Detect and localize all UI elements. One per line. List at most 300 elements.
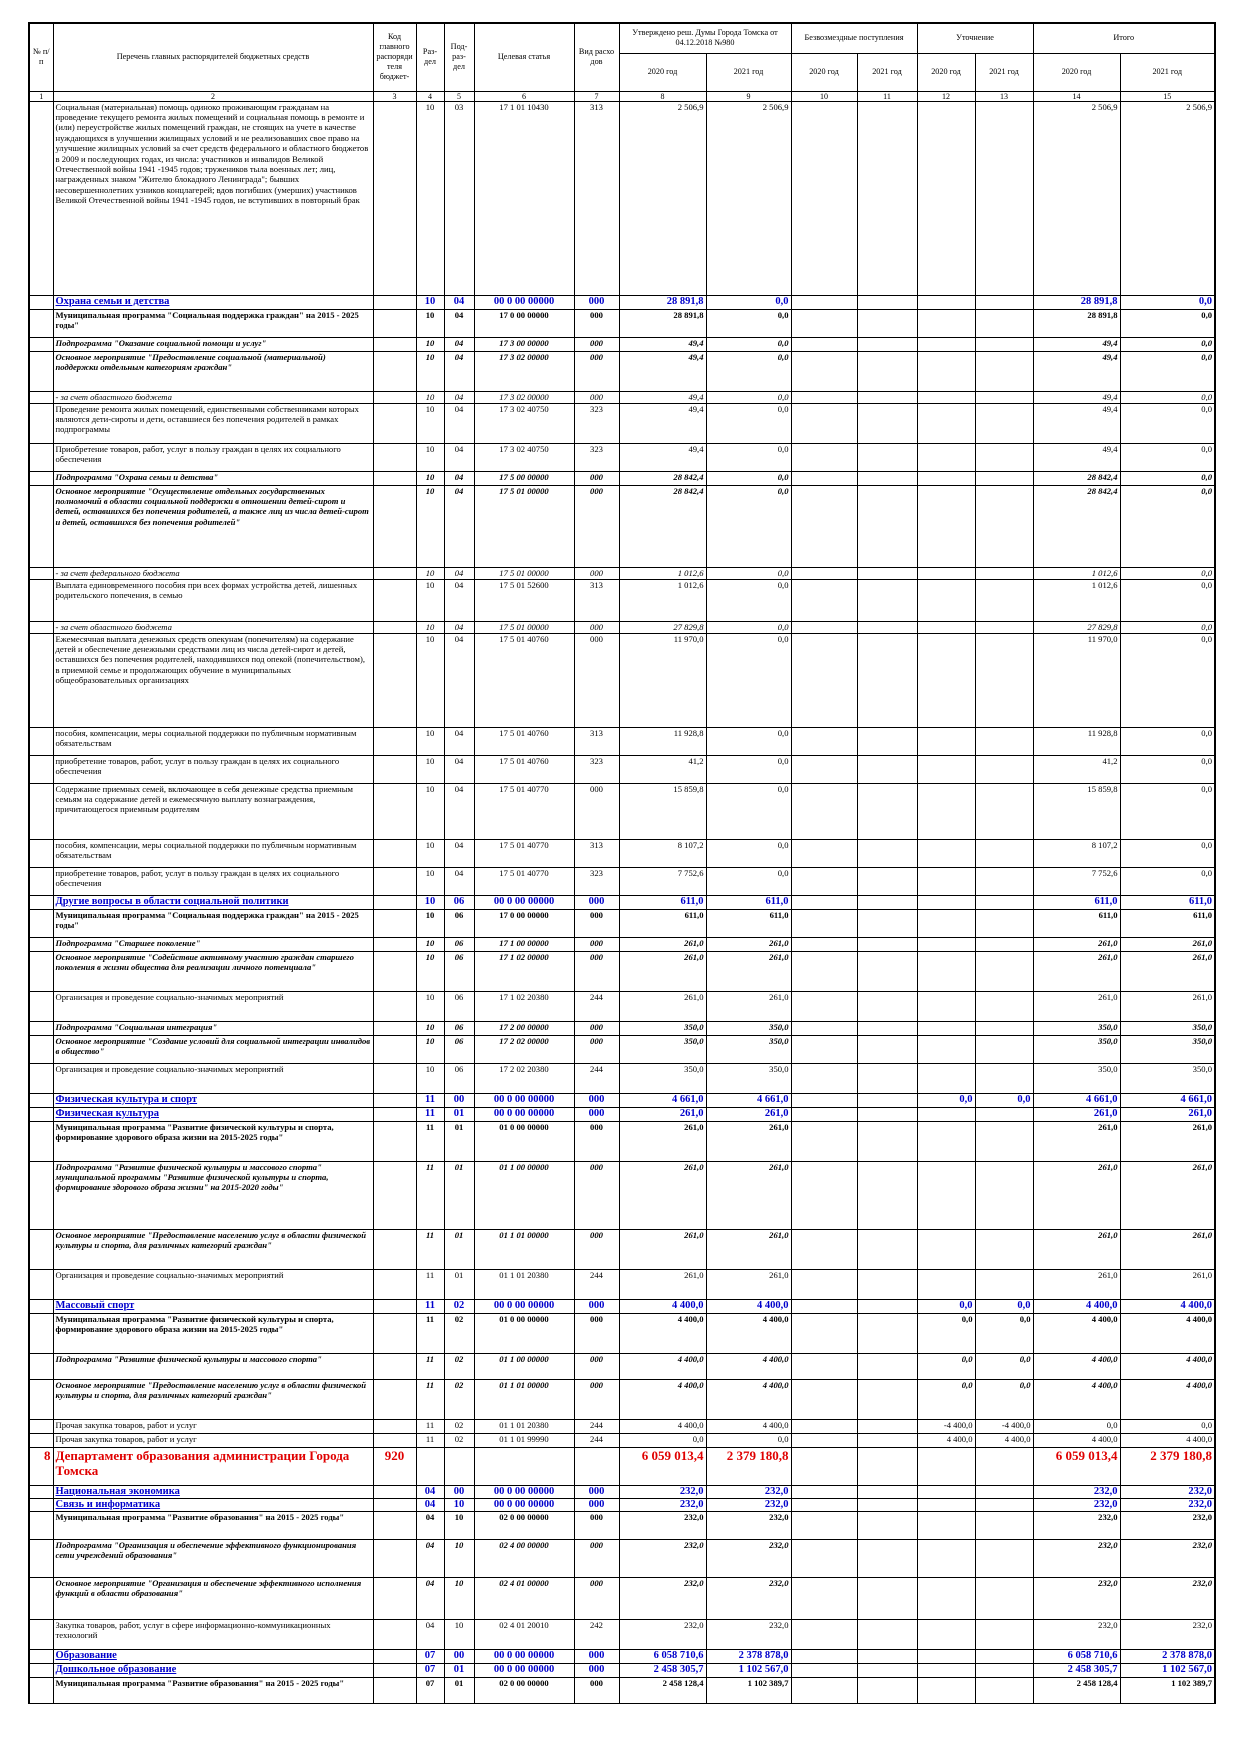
total-2020-value: 232,0 (1033, 1539, 1120, 1577)
podrazdel-code: 04 (444, 391, 474, 403)
budget-row (29, 839, 1215, 867)
approved-2020-value: 4 661,0 (619, 1093, 706, 1107)
grbs-code (373, 1433, 416, 1447)
approved-2021-value: 0,0 (706, 403, 791, 443)
free-receipts-2020-value (791, 621, 857, 633)
grbs-code (373, 1313, 416, 1353)
item-name-text: Основное мероприятие "Предоставление социальной (материальной) поддержки отдельным категориям граждан" (55, 351, 326, 372)
clarification-2020-value (917, 1539, 975, 1577)
free-receipts-2021-value (857, 1269, 917, 1299)
grbs-code (373, 351, 416, 391)
item-name-text: Подпрограмма "Развитие физической культуры и массового спорта" муниципальной программы "Развитие физической культуры и спорта, формирование здорового образа жизни" на 2015-2020 годы" (55, 1161, 329, 1193)
budget-row (29, 937, 1215, 951)
total-2021-value: 0,0 (1120, 403, 1215, 443)
clarification-2020-value (917, 1035, 975, 1063)
total-2021-value: 261,0 (1120, 1229, 1215, 1269)
grbs-code (373, 1121, 416, 1161)
row-number (29, 633, 53, 727)
approved-2020-value: 0,0 (619, 1433, 706, 1447)
approved-2021-value: 350,0 (706, 1021, 791, 1035)
podrazdel-code: 06 (444, 951, 474, 991)
year-2020-header: 2020 год (619, 53, 706, 91)
clarification-2021-value (975, 1649, 1033, 1663)
item-name-text: Организация и проведение социально-значимых мероприятий (55, 1269, 284, 1280)
target-article-code: 01 1 01 00000 (474, 1229, 574, 1269)
approved-2021-value: 0,0 (706, 839, 791, 867)
grbs-code (373, 1063, 416, 1093)
free-receipts-2021-value (857, 579, 917, 621)
budget-row (29, 1107, 1215, 1121)
item-name (53, 485, 373, 567)
approved-2020-value: 1 012,6 (619, 579, 706, 621)
item-name-text: Подпрограмма "Социальная интеграция" (55, 1021, 218, 1032)
item-name-text: Подпрограмма "Охрана семьи и детства" (55, 471, 219, 482)
target-article-code: 00 0 00 00000 (474, 1663, 574, 1677)
approved-2021-value: 4 400,0 (706, 1379, 791, 1419)
razdel-code: 11 (416, 1379, 444, 1419)
razdel-code: 11 (416, 1269, 444, 1299)
total-2021-value: 4 400,0 (1120, 1379, 1215, 1419)
total-2020-value: 350,0 (1033, 1035, 1120, 1063)
podrazdel-code: 04 (444, 309, 474, 337)
budget-row (29, 1021, 1215, 1035)
grbs-code (373, 1485, 416, 1498)
item-name-text: - за счет областного бюджета (55, 621, 172, 632)
total-2021-value: 0,0 (1120, 337, 1215, 351)
total-2021-value: 232,0 (1120, 1498, 1215, 1511)
column-number: 10 (791, 91, 857, 101)
row-number (29, 471, 53, 485)
grbs-code (373, 1619, 416, 1649)
total-2020-value: 4 400,0 (1033, 1379, 1120, 1419)
approved-2020-value: 232,0 (619, 1539, 706, 1577)
column-number: 5 (444, 91, 474, 101)
clarification-2021-value (975, 991, 1033, 1021)
approved-2020-value: 350,0 (619, 1035, 706, 1063)
item-name (53, 783, 373, 839)
row-number (29, 1511, 53, 1539)
column-number: 11 (857, 91, 917, 101)
podrazdel-code: 01 (444, 1663, 474, 1677)
clarification-2021-value: 0,0 (975, 1093, 1033, 1107)
year-2020-header: 2020 год (1033, 53, 1120, 91)
approved-2020-value: 2 458 128,4 (619, 1677, 706, 1703)
budget-row (29, 443, 1215, 471)
razdel-code: 10 (416, 867, 444, 895)
clarification-2021-value (975, 783, 1033, 839)
row-number (29, 1577, 53, 1619)
item-name (53, 1498, 373, 1511)
clarification-2021-value (975, 1021, 1033, 1035)
clarification-2020-value (917, 895, 975, 909)
razdel-code: 10 (416, 937, 444, 951)
razdel-code: 11 (416, 1107, 444, 1121)
item-name-text: пособия, компенсации, меры социальной поддержки по публичным нормативным обязательствам (55, 727, 357, 748)
podrazdel-code: 04 (444, 727, 474, 755)
header-row-top (29, 23, 1215, 53)
approved-2020-value: 2 458 305,7 (619, 1663, 706, 1677)
podrazdel-code: 10 (444, 1539, 474, 1577)
razdel-code: 10 (416, 309, 444, 337)
total-2021-value: 0,0 (1120, 633, 1215, 727)
clarification-2020-value (917, 1485, 975, 1498)
clarification-2021-value (975, 951, 1033, 991)
expense-type-code: 000 (574, 471, 619, 485)
col-num-header: № п/п (29, 23, 53, 91)
grbs-code (373, 783, 416, 839)
item-name-text: Подпрограмма "Развитие физической культуры и массового спорта" (55, 1353, 322, 1364)
total-2021-value: 611,0 (1120, 895, 1215, 909)
approved-2020-value: 261,0 (619, 1121, 706, 1161)
expense-type-code: 000 (574, 621, 619, 633)
free-receipts-2021-value (857, 1539, 917, 1577)
approved-2021-value: 261,0 (706, 1161, 791, 1229)
clarification-2021-value (975, 1447, 1033, 1485)
grbs-code: 920 (373, 1447, 416, 1485)
free-receipts-2021-value (857, 471, 917, 485)
budget-row (29, 1419, 1215, 1433)
column-number: 4 (416, 91, 444, 101)
razdel-code: 04 (416, 1619, 444, 1649)
clarification-2020-value (917, 295, 975, 309)
item-name (53, 567, 373, 579)
clarification-2021-value (975, 755, 1033, 783)
free-receipts-2021-value (857, 1107, 917, 1121)
total-2020-value: 11 970,0 (1033, 633, 1120, 727)
free-receipts-2021-value (857, 783, 917, 839)
item-name-text: Социальная (материальная) помощь одиноко проживающим гражданам на проведение текущего ремонта жилых помещений и социальная помощь в ремонте и (или) переустройстве жилых помещений граждан, не стоящих на учете в качестве нуждающихся в улучшении жилищных условий и не реализовавших свое право на улучшение жилищных условий за счет средств федерального и областного бюджетов в 2009 и последующих годах, из числа: участников и инвалидов Великой Отечественной войны 1941 -1945 годов; тружеников тыла военных лет; лиц, награжденных знаком "Жителю блокадного Ленинграда"; бывших несовершеннолетних узников концлагерей; вдов погибших (умерших) участников Великой Отечественной войны 1941 -1945 годов, не вступивших в повторный брак (55, 101, 369, 206)
total-2021-value: 0,0 (1120, 309, 1215, 337)
total-2020-value: 1 012,6 (1033, 567, 1120, 579)
clarification-2021-value: 0,0 (975, 1353, 1033, 1379)
target-article-code: 17 2 00 00000 (474, 1021, 574, 1035)
approved-2020-value: 261,0 (619, 1229, 706, 1269)
approved-2020-value: 49,4 (619, 351, 706, 391)
row-number (29, 1121, 53, 1161)
item-name (53, 337, 373, 351)
item-name (53, 633, 373, 727)
item-name-text: приобретение товаров, работ, услуг в пользу граждан в целях их социального обеспечения (55, 755, 340, 776)
clarification-2021-value (975, 1619, 1033, 1649)
item-name-text: Муниципальная программа "Развитие образования" на 2015 - 2025 годы" (55, 1677, 345, 1688)
target-article-code: 01 1 01 99990 (474, 1433, 574, 1447)
target-article-code: 02 4 01 00000 (474, 1577, 574, 1619)
approved-2021-value: 232,0 (706, 1539, 791, 1577)
expense-type-code: 000 (574, 783, 619, 839)
podrazdel-code: 04 (444, 485, 474, 567)
grbs-code (373, 951, 416, 991)
target-article-code: 01 1 01 00000 (474, 1379, 574, 1419)
column-number: 1 (29, 91, 53, 101)
total-2020-value: 261,0 (1033, 1269, 1120, 1299)
clarification-2020-value (917, 485, 975, 567)
approved-2020-value: 6 059 013,4 (619, 1447, 706, 1485)
row-number (29, 1299, 53, 1313)
group-approved-header: Утверждено реш. Думы Города Томска от 04.12.2018 №980 (619, 23, 791, 53)
item-name-text: Организация и проведение социально-значимых мероприятий (55, 1063, 284, 1074)
approved-2021-value: 0,0 (706, 567, 791, 579)
item-name-text: Проведение ремонта жилых помещений, единственными собственниками которых являются дети-сироты и дети, оставшиеся без попечения родителей в рамках подпрограммы (55, 403, 359, 435)
clarification-2021-value (975, 727, 1033, 755)
total-2020-value: 11 928,8 (1033, 727, 1120, 755)
approved-2020-value: 261,0 (619, 1107, 706, 1121)
clarification-2021-value (975, 895, 1033, 909)
clarification-2020-value (917, 391, 975, 403)
item-name-text: Приобретение товаров, работ, услуг в пользу граждан в целях их социального обеспечения (55, 443, 341, 464)
grbs-code (373, 937, 416, 951)
free-receipts-2020-value (791, 1433, 857, 1447)
budget-row (29, 1093, 1215, 1107)
total-2020-value: 15 859,8 (1033, 783, 1120, 839)
grbs-code (373, 1269, 416, 1299)
free-receipts-2021-value (857, 1093, 917, 1107)
budget-row (29, 951, 1215, 991)
year-2021-header: 2021 год (975, 53, 1033, 91)
approved-2021-value: 350,0 (706, 1063, 791, 1093)
total-2020-value: 232,0 (1033, 1619, 1120, 1649)
clarification-2021-value (975, 1511, 1033, 1539)
expense-type-code: 000 (574, 937, 619, 951)
total-2021-value: 232,0 (1120, 1619, 1215, 1649)
col-podrazdel-header: Под- раз- дел (444, 23, 474, 91)
free-receipts-2020-value (791, 1619, 857, 1649)
podrazdel-code: 01 (444, 1121, 474, 1161)
approved-2020-value: 41,2 (619, 755, 706, 783)
item-name (53, 867, 373, 895)
clarification-2020-value (917, 1663, 975, 1677)
expense-type-code: 313 (574, 839, 619, 867)
expense-type-code: 000 (574, 1353, 619, 1379)
grbs-code (373, 1035, 416, 1063)
row-number (29, 1619, 53, 1649)
free-receipts-2021-value (857, 909, 917, 937)
razdel-code: 10 (416, 951, 444, 991)
grbs-code (373, 471, 416, 485)
clarification-2020-value (917, 1121, 975, 1161)
total-2020-value: 8 107,2 (1033, 839, 1120, 867)
row-number (29, 443, 53, 471)
free-receipts-2020-value (791, 895, 857, 909)
free-receipts-2020-value (791, 755, 857, 783)
clarification-2020-value (917, 951, 975, 991)
podrazdel-code: 10 (444, 1511, 474, 1539)
clarification-2020-value (917, 1511, 975, 1539)
grbs-code (373, 443, 416, 471)
grbs-code (373, 895, 416, 909)
clarification-2021-value (975, 567, 1033, 579)
target-article-code: 17 3 02 40750 (474, 443, 574, 471)
item-name-text: Подпрограмма "Организация и обеспечение эффективного функционирования сети учреждений образования" (55, 1539, 357, 1560)
approved-2021-value: 1 102 389,7 (706, 1677, 791, 1703)
item-name-text: Основное мероприятие "Предоставление населению услуг в области физической культуры и спорта, для различных категорий граждан" (55, 1229, 367, 1250)
razdel-code: 10 (416, 783, 444, 839)
clarification-2021-value (975, 351, 1033, 391)
approved-2020-value: 27 829,8 (619, 621, 706, 633)
clarification-2020-value (917, 783, 975, 839)
item-name-text: Подпрограмма "Оказание социальной помощи и услуг" (55, 337, 267, 348)
approved-2021-value: 0,0 (706, 621, 791, 633)
expense-type-code (574, 1447, 619, 1485)
podrazdel-code: 02 (444, 1299, 474, 1313)
total-2021-value: 0,0 (1120, 839, 1215, 867)
approved-2020-value: 49,4 (619, 443, 706, 471)
approved-2020-value: 11 970,0 (619, 633, 706, 727)
item-name-text: - за счет областного бюджета (55, 391, 172, 402)
clarification-2021-value (975, 909, 1033, 937)
razdel-code: 10 (416, 755, 444, 783)
target-article-code (474, 1447, 574, 1485)
row-number (29, 1419, 53, 1433)
budget-row (29, 1121, 1215, 1161)
razdel-code: 04 (416, 1485, 444, 1498)
razdel-code: 04 (416, 1498, 444, 1511)
row-number (29, 867, 53, 895)
total-2021-value: 2 506,9 (1120, 101, 1215, 295)
col-code-header: Код главного распоряди теля бюджет- (373, 23, 416, 91)
budget-row (29, 1035, 1215, 1063)
clarification-2020-value (917, 1161, 975, 1229)
item-name (53, 1447, 373, 1485)
target-article-code: 00 0 00 00000 (474, 295, 574, 309)
item-name (53, 1161, 373, 1229)
target-article-code: 01 1 00 00000 (474, 1353, 574, 1379)
clarification-2021-value (975, 309, 1033, 337)
free-receipts-2021-value (857, 1299, 917, 1313)
razdel-code: 07 (416, 1677, 444, 1703)
clarification-2021-value (975, 471, 1033, 485)
razdel-code: 10 (416, 633, 444, 727)
expense-type-code: 000 (574, 1021, 619, 1035)
razdel-code: 11 (416, 1313, 444, 1353)
row-number (29, 909, 53, 937)
grbs-code (373, 567, 416, 579)
item-name (53, 621, 373, 633)
podrazdel-code: 10 (444, 1619, 474, 1649)
approved-2021-value: 0,0 (706, 579, 791, 621)
clarification-2020-value (917, 937, 975, 951)
row-number (29, 1269, 53, 1299)
row-number (29, 351, 53, 391)
free-receipts-2020-value (791, 337, 857, 351)
free-receipts-2021-value (857, 991, 917, 1021)
target-article-code: 02 0 00 00000 (474, 1677, 574, 1703)
free-receipts-2021-value (857, 727, 917, 755)
clarification-2020-value (917, 579, 975, 621)
budget-row (29, 1577, 1215, 1619)
approved-2020-value: 28 891,8 (619, 295, 706, 309)
item-name (53, 1379, 373, 1419)
total-2021-value: 0,0 (1120, 567, 1215, 579)
total-2020-value: 28 891,8 (1033, 309, 1120, 337)
clarification-2020-value (917, 471, 975, 485)
year-2021-header: 2021 год (706, 53, 791, 91)
razdel-code: 11 (416, 1433, 444, 1447)
column-number: 15 (1120, 91, 1215, 101)
grbs-code (373, 1093, 416, 1107)
grbs-code (373, 1649, 416, 1663)
item-name (53, 1107, 373, 1121)
item-name (53, 1269, 373, 1299)
grbs-code (373, 295, 416, 309)
budget-row (29, 783, 1215, 839)
item-name-text: Основное мероприятие "Содействие активному участию граждан старшего поколения в жизни общества для реализации личного потенциала" (55, 951, 354, 972)
total-2020-value: 0,0 (1033, 1419, 1120, 1433)
item-name-text: Департамент образования администрации Города Томска (55, 1447, 350, 1478)
row-number (29, 1433, 53, 1447)
clarification-2020-value (917, 101, 975, 295)
free-receipts-2020-value (791, 909, 857, 937)
razdel-code: 10 (416, 579, 444, 621)
free-receipts-2021-value (857, 351, 917, 391)
approved-2021-value: 261,0 (706, 1229, 791, 1269)
item-name (53, 391, 373, 403)
total-2020-value: 41,2 (1033, 755, 1120, 783)
razdel-code (416, 1447, 444, 1485)
approved-2020-value: 350,0 (619, 1063, 706, 1093)
item-name-text: Массовый спорт (55, 1299, 135, 1311)
expense-type-code: 000 (574, 351, 619, 391)
expense-type-code: 000 (574, 951, 619, 991)
free-receipts-2020-value (791, 1313, 857, 1353)
total-2021-value: 4 400,0 (1120, 1433, 1215, 1447)
approved-2020-value: 4 400,0 (619, 1379, 706, 1419)
clarification-2020-value: 0,0 (917, 1093, 975, 1107)
budget-row (29, 1485, 1215, 1498)
approved-2020-value: 261,0 (619, 1161, 706, 1229)
free-receipts-2021-value (857, 485, 917, 567)
expense-type-code: 000 (574, 1107, 619, 1121)
target-article-code: 17 5 01 40760 (474, 727, 574, 755)
total-2020-value: 2 506,9 (1033, 101, 1120, 295)
razdel-code: 10 (416, 1035, 444, 1063)
grbs-code (373, 1021, 416, 1035)
item-name (53, 1511, 373, 1539)
free-receipts-2021-value (857, 1498, 917, 1511)
expense-type-code: 000 (574, 633, 619, 727)
total-2021-value: 232,0 (1120, 1539, 1215, 1577)
podrazdel-code: 04 (444, 621, 474, 633)
row-number: 8 (29, 1447, 53, 1485)
podrazdel-code: 04 (444, 443, 474, 471)
clarification-2021-value (975, 295, 1033, 309)
budget-row (29, 727, 1215, 755)
row-number (29, 783, 53, 839)
target-article-code: 02 4 00 00000 (474, 1539, 574, 1577)
approved-2020-value: 28 842,4 (619, 485, 706, 567)
free-receipts-2021-value (857, 443, 917, 471)
clarification-2020-value (917, 337, 975, 351)
free-receipts-2021-value (857, 1121, 917, 1161)
total-2021-value: 261,0 (1120, 1107, 1215, 1121)
total-2021-value: 261,0 (1120, 991, 1215, 1021)
column-number: 3 (373, 91, 416, 101)
razdel-code: 10 (416, 839, 444, 867)
podrazdel-code: 06 (444, 937, 474, 951)
item-name-text: Муниципальная программа "Социальная поддержка граждан" на 2015 - 2025 годы" (55, 309, 359, 330)
total-2020-value: 7 752,6 (1033, 867, 1120, 895)
expense-type-code: 000 (574, 1677, 619, 1703)
item-name-text: Другие вопросы в области социальной политики (55, 895, 289, 907)
free-receipts-2020-value (791, 1353, 857, 1379)
approved-2020-value: 28 891,8 (619, 309, 706, 337)
total-2021-value: 350,0 (1120, 1035, 1215, 1063)
grbs-code (373, 337, 416, 351)
razdel-code: 11 (416, 1229, 444, 1269)
item-name-text: Закупка товаров, работ, услуг в сфере информационно-коммуникационных технологий (55, 1619, 331, 1640)
free-receipts-2021-value (857, 1021, 917, 1035)
approved-2021-value: 4 400,0 (706, 1419, 791, 1433)
budget-row (29, 1229, 1215, 1269)
